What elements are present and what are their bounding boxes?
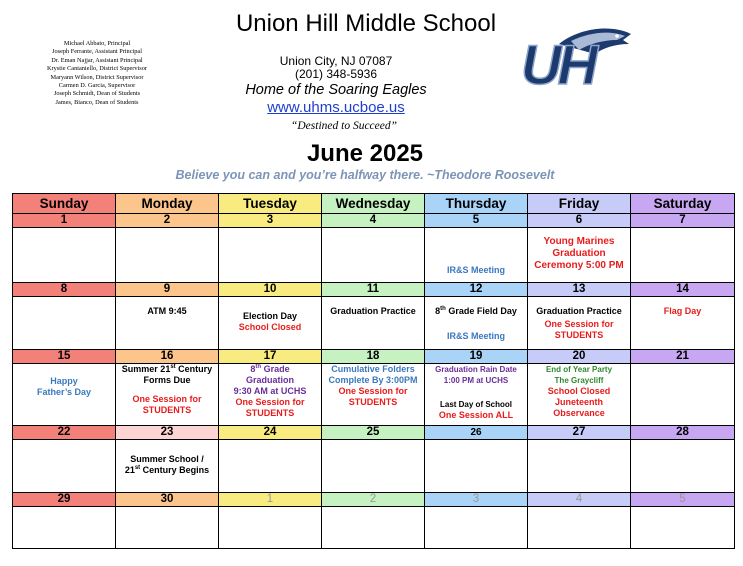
event-one-session: STUDENTS [348,397,398,407]
month-title: June 2025 [306,140,424,167]
event-field-day-b: Grade Field Day [445,306,517,316]
event-graduation-sup: th [255,364,262,370]
day-header-wednesday: Wednesday [322,194,425,214]
date-number: 22 [13,426,116,440]
event-one-session: One Session for [235,397,305,407]
day-cell [116,228,219,283]
school-address [236,55,436,81]
weekday-header-row [13,194,735,214]
event-school-closed: School Closed [238,322,302,332]
event-summer-school [116,465,218,476]
day-cell [322,228,425,283]
date-number: 28 [631,426,735,440]
date-number: 19 [425,350,528,364]
day-cell [116,507,219,549]
event-young-marines: Young Marines [543,236,615,247]
date-number-next-month: 3 [425,493,528,507]
date-number-next-month: 5 [631,493,735,507]
quote: Believe you can and you’re halfway there. ~Theodore Roosevelt [175,168,555,182]
week-3-numbers [13,350,735,364]
date-number: 11 [322,283,425,297]
day-cell [13,297,116,350]
week-5-events [13,507,735,549]
date-number: 21 [631,350,735,364]
day-cell [528,440,631,493]
date-number: 5 [425,214,528,228]
date-number: 4 [322,214,425,228]
date-number: 18 [322,350,425,364]
event-school-closed: School Closed [547,386,611,396]
date-number: 26 [425,426,528,440]
event-summer-forms-sup: st [170,364,176,370]
day-cell [631,297,735,350]
event-one-session: STUDENTS [142,405,192,415]
date-number: 1 [13,214,116,228]
event-fathers-day: Father’s Day [36,387,92,397]
event-young-marines: Ceremony 5:00 PM [534,260,624,271]
staff-member: James, Bianco, Dean of Students [55,98,139,106]
staff-member: Krystie Cantaniello, District Supervisor [46,65,148,73]
date-number: 24 [219,426,322,440]
day-cell [528,228,631,283]
day-cell [116,297,219,350]
staff-member: Michael Abbato, Principal [63,40,131,47]
event-summer-forms-b: Century [175,364,213,374]
event-graduation-time: 9:30 AM at UCHS [233,386,307,396]
week-2-numbers [13,283,735,297]
week-1-numbers [13,214,735,228]
day-cell [631,440,735,493]
week-4-events [13,440,735,493]
date-number: 13 [528,283,631,297]
day-cell [13,228,116,283]
day-cell [322,440,425,493]
date-number: 25 [322,426,425,440]
event-one-session: STUDENTS [245,408,295,418]
event-summer-forms: Forms Due [143,375,191,385]
day-cell [528,297,631,350]
event-field-day-sup: th [440,306,446,312]
event-summer-forms [116,364,218,375]
day-cell [219,364,322,426]
event-field-day [425,306,527,317]
day-cell [425,228,528,283]
event-cumulative-folders: Complete By 3:00PM [328,375,418,385]
day-header-friday: Friday [528,194,631,214]
event-field-day-a: 8 [435,306,441,316]
day-header-sunday: Sunday [13,194,116,214]
school-tagline: Home of the Soaring Eagles [245,82,427,98]
event-rain-date: 1:00 PM at UCHS [443,376,509,385]
date-number: 16 [116,350,219,364]
date-number: 12 [425,283,528,297]
event-graduation-practice: Graduation Practice [536,306,622,316]
event-cumulative-folders: Cumulative Folders [331,364,415,374]
day-cell [116,440,219,493]
day-cell [631,507,735,549]
website-link[interactable]: www.uhms.ucboe.us [267,99,405,116]
event-party: The Graycliff [554,376,604,385]
date-number: 20 [528,350,631,364]
staff-member: Joseph Ferrante, Assistant Principal [52,48,142,56]
event-graduation [219,364,321,375]
day-cell [219,228,322,283]
event-last-day: Last Day of School [439,400,512,409]
week-4-numbers [13,426,735,440]
week-3-events [13,364,735,426]
event-graduation-b: Grade [261,364,290,374]
day-cell [631,364,735,426]
day-cell [322,507,425,549]
event-one-session: STUDENTS [554,330,604,340]
event-graduation-a: 8 [250,364,256,374]
day-header-monday: Monday [116,194,219,214]
date-number: 17 [219,350,322,364]
date-number: 8 [13,283,116,297]
event-atm: ATM 9:45 [147,306,187,316]
staff-member: Joseph Schmidt, Dean of Students [53,90,141,98]
week-2-events [13,297,735,350]
day-header-tuesday: Tuesday [219,194,322,214]
day-cell [219,507,322,549]
school-phone: (201) 348-5936 [294,67,378,81]
day-cell [13,507,116,549]
event-summer-school-a: 21 [124,465,135,475]
event-one-session-all: One Session ALL [438,410,514,420]
day-cell [13,440,116,493]
date-number: 27 [528,426,631,440]
event-graduation-practice: Graduation Practice [330,306,416,316]
date-number: 15 [13,350,116,364]
event-juneteenth: Observance [553,408,605,418]
date-number: 6 [528,214,631,228]
date-number: 2 [116,214,219,228]
event-graduation: Graduation [245,375,294,385]
date-number-next-month: 1 [219,493,322,507]
event-flag-day: Flag Day [663,306,702,316]
event-juneteenth: Juneteenth [554,397,603,407]
date-number: 23 [116,426,219,440]
date-number: 29 [13,493,116,507]
day-cell [116,364,219,426]
day-cell [631,228,735,283]
day-cell [425,440,528,493]
date-number: 3 [219,214,322,228]
event-summer-forms-a: Summer 21 [121,364,171,374]
day-cell [219,440,322,493]
staff-list [12,40,182,107]
event-young-marines: Graduation [552,248,606,259]
day-cell [219,297,322,350]
event-rain-date: Graduation Rain Date [435,365,517,374]
date-number-next-month: 2 [322,493,425,507]
eagle-logo [519,24,633,92]
week-5-numbers [13,493,735,507]
day-header-thursday: Thursday [425,194,528,214]
calendar-grid [12,193,735,549]
school-name: Union Hill Middle School [235,10,497,37]
staff-member: Maryann Wilson, District Supervisor [50,73,144,81]
week-1-events [13,228,735,283]
day-header-saturday: Saturday [631,194,735,214]
event-fathers-day: Happy [50,376,78,386]
day-cell [528,507,631,549]
day-cell [425,297,528,350]
date-number: 9 [116,283,219,297]
event-one-session: One Session for [338,386,408,396]
school-motto: “Destined to Succeed” [290,120,398,132]
day-cell [13,364,116,426]
event-summer-school: Summer School / [130,454,204,464]
day-cell [528,364,631,426]
day-cell [322,297,425,350]
school-city: Union City, NJ 07087 [279,54,393,68]
logo-lettering: UH [521,33,594,92]
staff-member: Carmen D. Garcia, Supervisor [58,82,136,90]
event-election-day: Election Day [242,311,298,321]
date-number: 7 [631,214,735,228]
date-number: 10 [219,283,322,297]
event-one-session: One Session for [544,319,614,329]
event-party: End of Year Party [545,365,613,374]
date-number: 30 [116,493,219,507]
day-cell [322,364,425,426]
date-number-next-month: 4 [528,493,631,507]
event-summer-school-sup: st [134,465,141,471]
event-irs-meeting: IR&S Meeting [446,331,505,341]
event-one-session: One Session for [132,394,202,404]
day-cell [425,364,528,426]
event-summer-school-b: Century Begins [140,465,210,475]
staff-member: Dr. Eman Najjar, Assistant Principal [51,56,143,64]
event-irs-meeting: IR&S Meeting [446,265,505,275]
day-cell [425,507,528,549]
date-number: 14 [631,283,735,297]
